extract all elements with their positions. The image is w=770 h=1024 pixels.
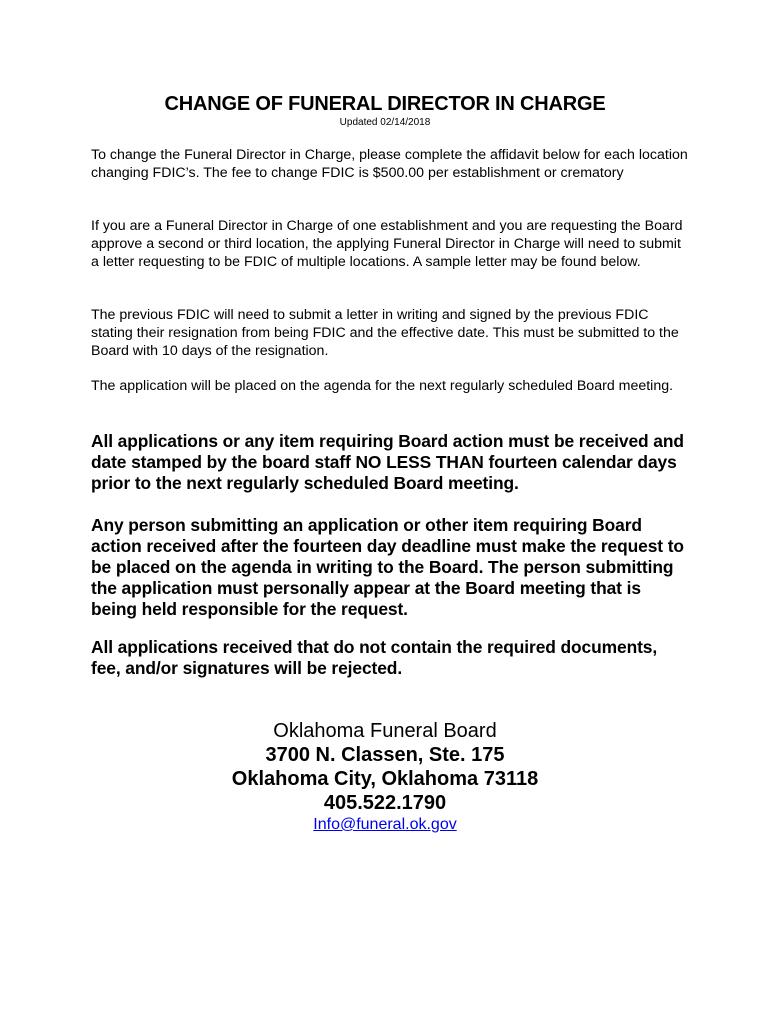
contact-address-line2: Oklahoma City, Oklahoma 73118 — [231, 768, 539, 790]
updated-date: Updated 02/14/2018 — [339, 117, 431, 128]
paragraph-fee-info: To change the Funeral Director in Charge, please complete the affidavit below for each location changing FDIC’s. The fee to change FDIC is $500.00 per establishment or crematory — [91, 147, 688, 181]
paragraph-agenda: The application will be placed on the agenda for the next regularly scheduled Board meeting. — [91, 378, 674, 394]
notice-rejection: All applications received that do not contain the required documents, fee, and/or signatures will be rejected. — [91, 637, 658, 678]
contact-block — [0, 719, 770, 835]
paragraph-previous-fdic: The previous FDIC will need to submit a letter in writing and signed by the previous FDIC stating their resignation from being FDIC and the effective date. This must be submitted to the Board with 10 days of the resignation. — [91, 307, 679, 359]
page-title: CHANGE OF FUNERAL DIRECTOR IN CHARGE — [164, 93, 606, 115]
notice-late-submission: Any person submitting an application or other item requiring Board action received after the fourteen day deadline must make the request to be placed on the agenda in writing to the Board. The person submitting the application must personally appear at the Board meeting that is being held responsible for the request. — [91, 515, 684, 619]
notice-deadline: All applications or any item requiring Board action must be received and date stamped by the board staff NO LESS THAN fourteen calendar days prior to the next regularly scheduled Board meeting. — [91, 431, 684, 493]
contact-email-link[interactable]: Info@funeral.ok.gov — [313, 816, 457, 833]
paragraph-multiple-locations: If you are a Funeral Director in Charge of one establishment and you are requesting the Board approve a second or third location, the applying Funeral Director in Charge will need to submit a letter requesting to be FDIC of multiple locations. A sample letter may be found below. — [91, 218, 683, 270]
contact-phone: 405.522.1790 — [323, 792, 447, 814]
contact-organization: Oklahoma Funeral Board — [273, 720, 497, 742]
contact-address-line1: 3700 N. Classen, Ste. 175 — [265, 744, 505, 766]
